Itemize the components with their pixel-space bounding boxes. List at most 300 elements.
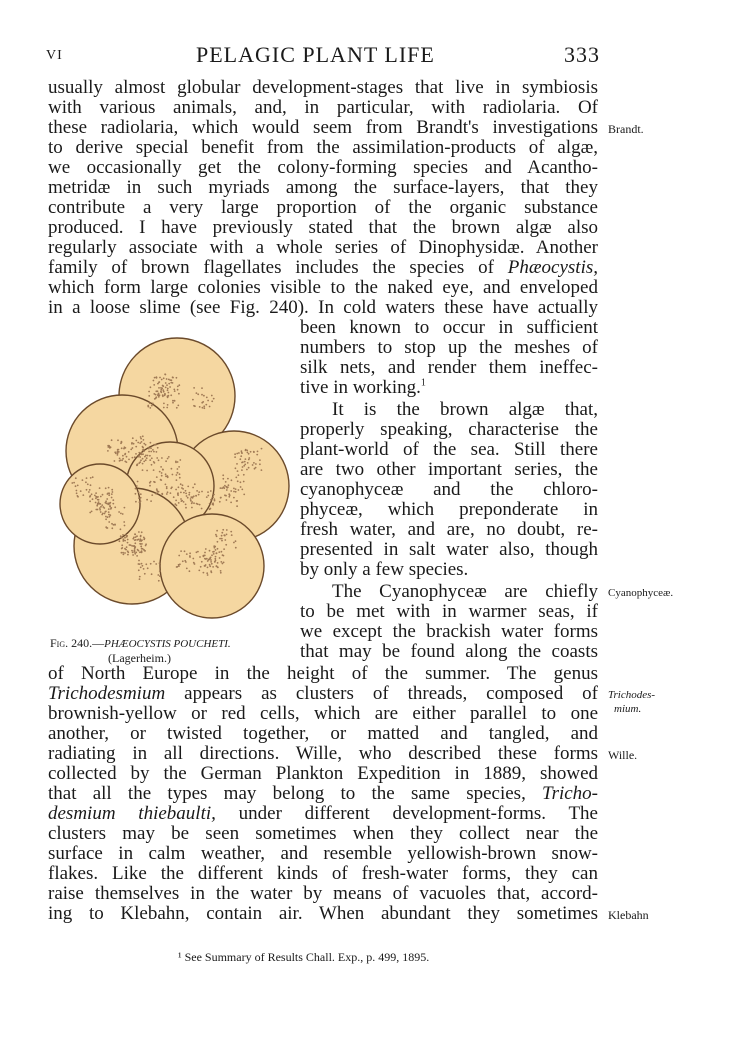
- cell-dot: [117, 451, 119, 453]
- cell-dot: [131, 545, 133, 547]
- cell-dot: [142, 458, 144, 460]
- cell-dot: [135, 440, 137, 442]
- cell-dot: [220, 570, 222, 572]
- cell-dot: [142, 463, 144, 465]
- cell-dot: [201, 394, 203, 396]
- cell-dot: [157, 574, 159, 576]
- cell-dot: [236, 500, 238, 502]
- cell-dot: [149, 455, 151, 457]
- cell-dot: [167, 458, 169, 460]
- cell-dot: [161, 379, 163, 381]
- cell-dot: [169, 386, 171, 388]
- cell-dot: [157, 395, 159, 397]
- cell-dot: [161, 493, 163, 495]
- cell-dot: [206, 496, 208, 498]
- cell-dot: [191, 503, 193, 505]
- cell-dot: [133, 537, 135, 539]
- cell-dot: [236, 505, 238, 507]
- cell-dot: [85, 481, 87, 483]
- cell-dot: [223, 548, 225, 550]
- cell-dot: [183, 492, 185, 494]
- cell-dot: [138, 531, 140, 533]
- cell-dot: [147, 567, 149, 569]
- cell-dot: [184, 550, 186, 552]
- cell-dot: [199, 504, 201, 506]
- cell-dot: [105, 487, 107, 489]
- cell-dot: [193, 387, 195, 389]
- margin-note-line: mium.: [614, 703, 642, 715]
- cell-dot: [148, 451, 150, 453]
- cell-dot: [242, 466, 244, 468]
- cell-dot: [175, 461, 177, 463]
- text-run: appears as clusters of threads, composed of: [165, 683, 598, 704]
- cell-dot: [221, 540, 223, 542]
- cell-dot: [117, 449, 119, 451]
- cell-dot: [234, 453, 236, 455]
- genus-name: Trichodesmium: [48, 683, 166, 704]
- cell-dot: [241, 450, 243, 452]
- cell-dot: [151, 573, 153, 575]
- cell-dot: [128, 459, 130, 461]
- cell-dot: [149, 485, 151, 487]
- cell-dot: [164, 393, 166, 395]
- cell-dot: [160, 466, 162, 468]
- cell-dot: [158, 382, 160, 384]
- cell-dot: [221, 551, 223, 553]
- cell-dot: [95, 502, 97, 504]
- cell-dot: [233, 491, 235, 493]
- cell-dot: [158, 491, 160, 493]
- cell-dot: [153, 380, 155, 382]
- cell-dot: [177, 405, 179, 407]
- cell-dot: [162, 469, 164, 471]
- cell-dot: [162, 385, 164, 387]
- margin-note-brandt: Brandt.: [608, 122, 644, 136]
- cell-dot: [189, 555, 191, 557]
- cell-dot: [211, 554, 213, 556]
- text-line: are two other important series, the: [300, 459, 598, 480]
- cell-dot: [80, 490, 82, 492]
- cell-dot: [219, 538, 221, 540]
- cell-dot: [163, 391, 165, 393]
- cell-dot: [107, 450, 109, 452]
- cell-dot: [244, 461, 246, 463]
- section-number: VI: [46, 48, 63, 63]
- cell-dot: [240, 481, 242, 483]
- cell-dot: [100, 511, 102, 513]
- cell-dot: [145, 563, 147, 565]
- margin-note-trichodesmium: [608, 688, 655, 716]
- cell-dot: [162, 395, 164, 397]
- cell-dot: [254, 468, 256, 470]
- cell-dot: [149, 407, 151, 409]
- cell-dot: [178, 555, 180, 557]
- cell-dot: [235, 540, 237, 542]
- cell-dot: [109, 447, 111, 449]
- cell-dot: [86, 489, 88, 491]
- text-run: family of brown flagellates includes the species of: [48, 257, 508, 278]
- cell-dot: [134, 550, 136, 552]
- cell-dot: [121, 552, 123, 554]
- cell-dot: [99, 487, 101, 489]
- cell-dot: [140, 535, 142, 537]
- cell-dot: [165, 374, 167, 376]
- cell-dot: [191, 507, 193, 509]
- cell-dot: [139, 442, 141, 444]
- cell-dot: [203, 405, 205, 407]
- text-line: radiating in all directions. Wille, who described these forms: [48, 743, 598, 764]
- cell-dot: [240, 455, 242, 457]
- cell-dot: [210, 499, 212, 501]
- species-name: desmium thiebaulti,: [48, 803, 216, 824]
- cell-dot: [233, 488, 235, 490]
- text-line: raise themselves in the water by means of vacuoles that, accord-: [48, 883, 598, 904]
- cell-dot: [245, 458, 247, 460]
- cell-dot: [242, 461, 244, 463]
- cell-dot: [147, 406, 149, 408]
- cell-dot: [246, 450, 248, 452]
- cell-dot: [182, 488, 184, 490]
- cell-dot: [106, 503, 108, 505]
- text-line: been known to occur in sufficient: [300, 317, 598, 338]
- cell-dot: [209, 550, 211, 552]
- cell-dot: [173, 496, 175, 498]
- cell-dot: [163, 377, 165, 379]
- text-line: [48, 784, 598, 804]
- cell-dot: [99, 509, 101, 511]
- cell-dot: [165, 460, 167, 462]
- cell-dot: [190, 500, 192, 502]
- cell-dot: [195, 495, 197, 497]
- cell-dot: [201, 508, 203, 510]
- cell-dot: [153, 384, 155, 386]
- cell-dot: [90, 477, 92, 479]
- cell-dot: [154, 377, 156, 379]
- cell-dot: [76, 490, 78, 492]
- cell-dot: [214, 546, 216, 548]
- cell-dot: [194, 405, 196, 407]
- cell-dot: [176, 474, 178, 476]
- cell-dot: [160, 391, 162, 393]
- cell-dot: [112, 503, 114, 505]
- cell-dot: [212, 503, 214, 505]
- cell-dot: [241, 469, 243, 471]
- cell-dot: [176, 377, 178, 379]
- cell-dot: [185, 507, 187, 509]
- cell-dot: [203, 395, 205, 397]
- cell-dot: [122, 552, 124, 554]
- cell-dot: [104, 513, 106, 515]
- cell-dot: [151, 405, 153, 407]
- cell-dot: [146, 457, 148, 459]
- cell-dot: [123, 521, 125, 523]
- text-run: tive in working.: [300, 377, 421, 398]
- cell-dot: [91, 511, 93, 513]
- cell-dot: [253, 451, 255, 453]
- cell-dot: [145, 459, 147, 461]
- cell-dot: [235, 467, 237, 469]
- cell-dot: [161, 472, 163, 474]
- cell-dot: [186, 568, 188, 570]
- cell-dot: [138, 550, 140, 552]
- cell-dot: [155, 390, 157, 392]
- cell-dot: [105, 502, 107, 504]
- cell-dot: [145, 444, 147, 446]
- text-line: numbers to stop up the meshes of: [300, 337, 598, 358]
- cell-dot: [118, 511, 120, 513]
- cell-dot: [209, 503, 211, 505]
- cell-dot: [224, 539, 226, 541]
- cell-dot: [209, 565, 211, 567]
- cell-dot: [226, 499, 228, 501]
- cell-dot: [172, 402, 174, 404]
- cell-dot: [174, 503, 176, 505]
- cell-dot: [106, 498, 108, 500]
- cell-dot: [121, 441, 123, 443]
- cell-dot: [215, 534, 217, 536]
- cell-dot: [121, 547, 123, 549]
- cell-dot: [135, 501, 137, 503]
- cell-dot: [119, 540, 121, 542]
- cell-dot: [217, 562, 219, 564]
- cell-dot: [163, 407, 165, 409]
- cell-dot: [108, 508, 110, 510]
- cell-dot: [207, 495, 209, 497]
- cell-dot: [196, 392, 198, 394]
- cell-dot: [166, 486, 168, 488]
- cell-dot: [148, 447, 150, 449]
- cell-dot: [178, 502, 180, 504]
- cell-dot: [236, 463, 238, 465]
- cell-dot: [190, 498, 192, 500]
- cell-dot: [122, 534, 124, 536]
- cell-dot: [95, 492, 97, 494]
- cell-dot: [210, 561, 212, 563]
- cell-dot: [153, 561, 155, 563]
- cell-dot: [124, 454, 126, 456]
- cell-dot: [225, 481, 227, 483]
- cell-dot: [140, 438, 142, 440]
- cell-dot: [245, 450, 247, 452]
- text-line: by only a few species.: [300, 559, 469, 580]
- cell-dot: [135, 446, 137, 448]
- cell-dot: [124, 525, 126, 527]
- cell-dot: [207, 560, 209, 562]
- cell-dot: [140, 453, 142, 455]
- text-line: cyanophyceæ and the chloro-: [300, 479, 598, 500]
- cell-dot: [186, 553, 188, 555]
- cell-dot: [134, 533, 136, 535]
- cell-dot: [247, 462, 249, 464]
- cell-dot: [142, 446, 144, 448]
- cell-dot: [143, 439, 145, 441]
- margin-note-line: Trichodes-: [608, 689, 656, 701]
- cell-dot: [235, 488, 237, 490]
- cell-dot: [165, 387, 167, 389]
- cell-dot: [139, 543, 141, 545]
- cell-dot: [174, 390, 176, 392]
- cell-dot: [210, 490, 212, 492]
- cell-dot: [141, 563, 143, 565]
- cell-dot: [140, 436, 142, 438]
- cell-dot: [111, 497, 113, 499]
- text-line: with various animals, and, in particular, with radiolaria. Of: [48, 97, 598, 118]
- cell-dot: [178, 486, 180, 488]
- cell-dot: [233, 542, 235, 544]
- cell-dot: [213, 398, 215, 400]
- cell-dot: [259, 463, 261, 465]
- cell-dot: [236, 453, 238, 455]
- cell-dot: [205, 558, 207, 560]
- cell-dot: [223, 555, 225, 557]
- text-line: brownish-yellow or red cells, which are either parallel to one: [48, 703, 598, 724]
- figure-title: PHÆOCYSTIS POUCHETI.: [104, 638, 231, 650]
- cell-dot: [129, 544, 131, 546]
- cell-dot: [166, 475, 168, 477]
- cell-dot: [144, 573, 146, 575]
- cell-dot: [124, 548, 126, 550]
- cell-dot: [230, 490, 232, 492]
- cell-dot: [153, 451, 155, 453]
- cell-dot: [216, 565, 218, 567]
- cell-dot: [145, 545, 147, 547]
- cell-dot: [138, 497, 140, 499]
- cell-dot: [111, 527, 113, 529]
- cell-dot: [122, 458, 124, 460]
- cell-dot: [211, 563, 213, 565]
- cell-dot: [200, 566, 202, 568]
- cell-dot: [259, 459, 261, 461]
- cell-dot: [246, 469, 248, 471]
- cell-dot: [158, 459, 160, 461]
- cell-dot: [114, 460, 116, 462]
- text-run: under different development-forms. The: [215, 803, 598, 824]
- text-line: The Cyanophyceæ are chiefly: [332, 581, 598, 602]
- cell-dot: [253, 462, 255, 464]
- cell-dot: [240, 486, 242, 488]
- cell-dot: [152, 449, 154, 451]
- text-line: surface in calm weather, and resemble yellowish-brown snow-: [48, 843, 598, 864]
- cell-dot: [243, 474, 245, 476]
- cell-dot: [144, 550, 146, 552]
- cell-dot: [204, 565, 206, 567]
- cell-dot: [161, 475, 163, 477]
- text-line: of North Europe in the height of the summer. The genus: [48, 663, 598, 684]
- cell-dot: [108, 511, 110, 513]
- cell-dot: [144, 456, 146, 458]
- cell-dot: [185, 504, 187, 506]
- cell-dot: [172, 474, 174, 476]
- cell-dot: [155, 563, 157, 565]
- cell-dot: [139, 578, 141, 580]
- cell-dot: [111, 493, 113, 495]
- cell-dot: [244, 464, 246, 466]
- cell-dot: [153, 469, 155, 471]
- cell-dot: [194, 483, 196, 485]
- cell-dot: [122, 513, 124, 515]
- cell-dot: [140, 540, 142, 542]
- cell-dot: [189, 552, 191, 554]
- cell-dot: [148, 395, 150, 397]
- cell-dot: [120, 535, 122, 537]
- cell-dot: [220, 487, 222, 489]
- cell-dot: [196, 503, 198, 505]
- cell-dot: [167, 388, 169, 390]
- cell-dot: [252, 464, 254, 466]
- margin-note-cyanophyceae: Cyanophyceæ.: [608, 587, 674, 599]
- cell-dot: [98, 499, 100, 501]
- cell-dot: [138, 456, 140, 458]
- cell-dot: [99, 503, 101, 505]
- cell-dot: [114, 524, 116, 526]
- cell-dot: [127, 539, 129, 541]
- cell-dot: [209, 406, 211, 408]
- cell-dot: [105, 516, 107, 518]
- cell-dot: [143, 449, 145, 451]
- cell-dot: [141, 531, 143, 533]
- cell-dot: [176, 407, 178, 409]
- cell-dot: [132, 554, 134, 556]
- cell-dot: [179, 473, 181, 475]
- cell-dot: [155, 493, 157, 495]
- cell-dot: [182, 560, 184, 562]
- cell-dot: [140, 546, 142, 548]
- cell-dot: [228, 493, 230, 495]
- cell-dot: [212, 551, 214, 553]
- cell-dot: [134, 542, 136, 544]
- cell-dot: [142, 435, 144, 437]
- text-line: contribute a very large proportion of the organic substance: [48, 197, 598, 218]
- cell-dot: [75, 477, 77, 479]
- cell-dot: [73, 482, 75, 484]
- cell-dot: [183, 501, 185, 503]
- cell-dot: [140, 500, 142, 502]
- cell-dot: [219, 501, 221, 503]
- cell-dot: [168, 383, 170, 385]
- cell-dot: [177, 492, 179, 494]
- cell-dot: [218, 551, 220, 553]
- cell-dot: [239, 458, 241, 460]
- cell-dot: [192, 487, 194, 489]
- cell-dot: [92, 476, 94, 478]
- cell-dot: [213, 494, 215, 496]
- cell-dot: [203, 407, 205, 409]
- text-line: we except the brackish water forms: [300, 621, 598, 642]
- cell-dot: [156, 476, 158, 478]
- cell-dot: [137, 481, 139, 483]
- text-line: regularly associate with a whole series of Dinophysidæ. Another: [48, 237, 598, 258]
- cell-dot: [221, 487, 223, 489]
- cell-dot: [207, 574, 209, 576]
- cell-dot: [157, 447, 159, 449]
- cell-dot: [138, 492, 140, 494]
- cell-dot: [124, 461, 126, 463]
- cell-dot: [150, 500, 152, 502]
- cell-dot: [139, 456, 141, 458]
- text-line: [48, 804, 598, 824]
- text-line: [300, 378, 598, 398]
- cell-dot: [124, 507, 126, 509]
- cell-dot: [248, 453, 250, 455]
- cell-dot: [97, 503, 99, 505]
- cell-dot: [186, 495, 188, 497]
- cell-dot: [164, 395, 166, 397]
- cell-dot: [92, 498, 94, 500]
- cell-dot: [235, 547, 237, 549]
- text-line: ing to Klebahn, contain air. When abundant they sometimes: [48, 903, 598, 924]
- cell-dot: [138, 569, 140, 571]
- cell-dot: [119, 458, 121, 460]
